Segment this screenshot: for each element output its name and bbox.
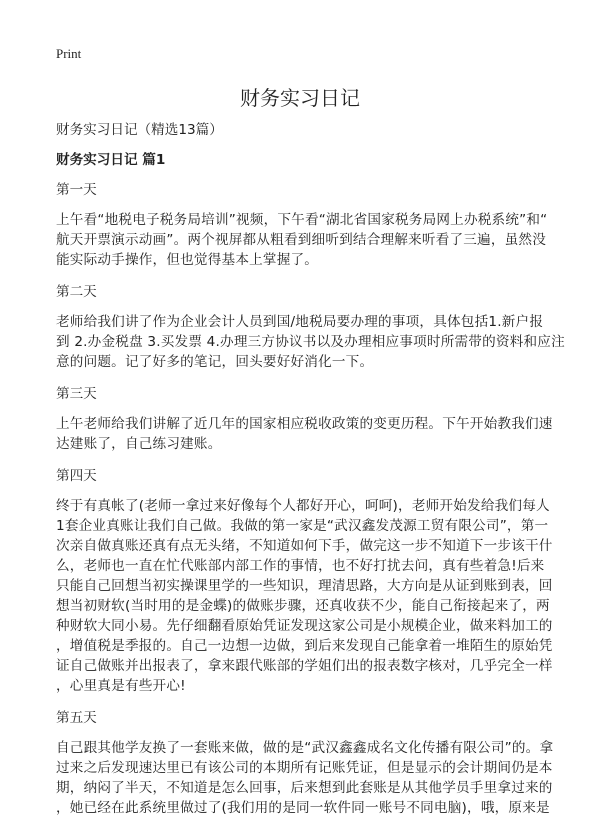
paragraph-line: 老师给我们讲了作为企业会计人员到国/地税局要办理的事项，具体包括1.新户报 xyxy=(56,314,544,330)
paragraph-line: 终于有真帐了(老师一拿过来好像每个人都好开心，呵呵)，老师开始发给我们每人 xyxy=(56,498,550,514)
print-link[interactable]: Print xyxy=(56,46,82,61)
paragraph-line: ，增值税是季报的。自己一边想一边做，到后来发现自己能拿着一堆陌生的原始凭 xyxy=(56,638,553,654)
paragraph-line: 上午老师给我们讲解了近几年的国家相应税收政策的变更历程。下午开始教我们速 xyxy=(56,416,553,432)
day-heading: 第一天 xyxy=(56,182,97,198)
paragraph-line: 1套企业真账让我们自己做。我做的第一家是“武汉鑫发茂源工贸有限公司”，第一 xyxy=(56,518,549,534)
day-heading: 第四天 xyxy=(56,468,97,484)
day-paragraph xyxy=(56,312,565,372)
paragraph-line: 只能自己回想当初实操课里学的一些知识，理清思路，大方向是从证到账到表，回 xyxy=(56,578,553,594)
day-heading: 第五天 xyxy=(56,710,97,726)
paragraph-line: ，她已经在此系统里做过了(我们用的是同一软件同一账号不同电脑)，哦，原来是 xyxy=(56,800,550,816)
day-paragraph xyxy=(56,210,551,270)
paragraph-line: 种财软大同小易。先仔细翻看原始凭证发现这家公司是小规模企业，做来料加工的 xyxy=(56,618,553,634)
paragraph-line: 证自己做账并出报表了，拿来跟代账部的学姐们出的报表数字核对，几乎完全一样 xyxy=(56,658,553,674)
paragraph-line: 达建账了，自己练习建账。 xyxy=(56,436,222,452)
paragraph-line: 上午看“地税电子税务局培训”视频，下午看“湖北省国家税务局网上办税系统”和“ xyxy=(56,212,548,228)
paragraph-line: 能实际动手操作，但也觉得基本上掌握了。 xyxy=(56,252,319,268)
paragraph-line: 航天开票演示动画”。两个视屏都从粗看到细听到结合理解来听看了三遍，虽然没 xyxy=(56,232,547,248)
day-paragraph xyxy=(56,496,551,696)
paragraph-line: 意的问题。记了好多的笔记，回头要好好消化一下。 xyxy=(56,354,374,370)
day-paragraph xyxy=(56,414,551,454)
paragraph-line: 到 2.办金税盘 3.买发票 4.办理三方协议书以及办理相应事项时所需带的资料和应注 xyxy=(56,334,565,350)
paragraph-line: 次亲自做真账还真有点无头绪，不知道如何下手，做完这一步不知道下一步该干什 xyxy=(56,538,553,554)
document-body xyxy=(56,120,565,830)
paragraph-line: ，心里真是有些开心! xyxy=(56,678,186,694)
document-subtitle: 财务实习日记（精选13篇） xyxy=(56,122,223,138)
paragraph-line: 想当初财软(当时用的是金蝶)的做账步骤，还真收获不少，能自己衔接起来了，两 xyxy=(56,598,550,614)
paragraph-line: 自己跟其他学友换了一套账来做，做的是“武汉鑫鑫成名文化传播有限公司”的。拿 xyxy=(56,740,554,756)
day-heading: 第二天 xyxy=(56,284,97,300)
section-heading: 财务实习日记 篇1 xyxy=(56,152,166,168)
diary-entries xyxy=(56,180,565,818)
document-title: 财务实习日记 xyxy=(240,86,360,110)
paragraph-line: 过来之后发现速达里已有该公司的本期所有记账凭证，但是显示的会计期间仍是本 xyxy=(56,760,553,776)
day-heading: 第三天 xyxy=(56,386,97,402)
paragraph-line: 期，纳闷了半天，不知道是怎么回事，后来想到此套账是从其他学员手里拿过来的 xyxy=(56,780,553,796)
day-paragraph xyxy=(56,738,554,818)
paragraph-line: 么，老师也一直在忙代账部内部工作的事情，也不好打扰去问，真有些着急!后来 xyxy=(56,558,545,574)
